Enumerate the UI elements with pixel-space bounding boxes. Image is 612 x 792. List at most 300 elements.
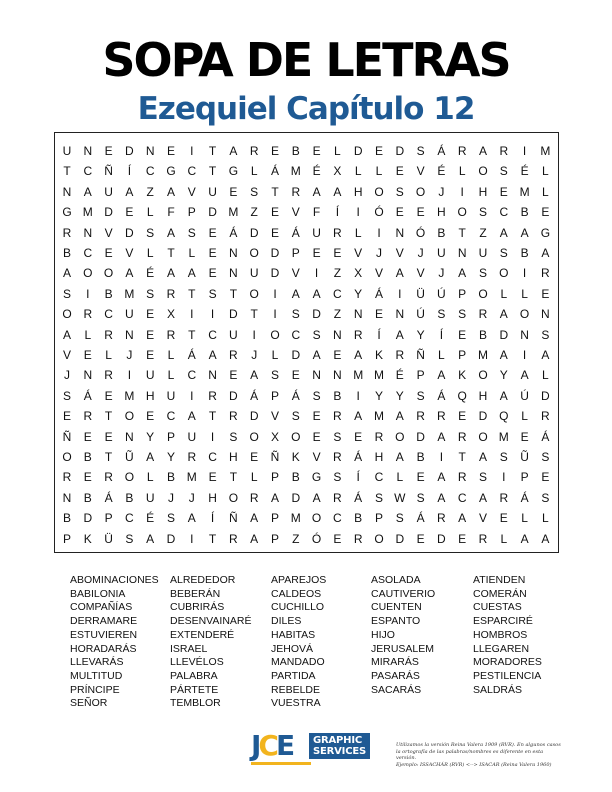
- grid-letter: Y: [499, 368, 508, 383]
- grid-letter: A: [458, 266, 467, 281]
- grid-letter: F: [312, 205, 321, 220]
- grid-letter: A: [166, 184, 175, 199]
- grid-letter: Á: [291, 225, 300, 240]
- grid-letter: M: [290, 164, 301, 179]
- grid-letter: N: [229, 246, 238, 260]
- grid-letter: N: [125, 429, 134, 444]
- grid-letter: N: [353, 307, 363, 322]
- grid-letter: L: [458, 164, 466, 179]
- grid-letter: M: [290, 511, 301, 526]
- word-list-column: [170, 574, 280, 711]
- grid-letter: K: [291, 450, 300, 464]
- grid-letter: E: [458, 531, 467, 546]
- grid-letter: I: [273, 307, 277, 322]
- grid-letter: I: [190, 388, 194, 403]
- grid-letter: Á: [354, 490, 363, 505]
- grid-letter: G: [166, 164, 176, 179]
- word-list-column: [271, 574, 381, 711]
- grid-letter: Y: [146, 429, 155, 444]
- grid-letter: E: [458, 327, 467, 342]
- grid-letter: P: [270, 531, 279, 546]
- grid-letter: E: [499, 511, 508, 526]
- grid-letter: R: [166, 286, 176, 301]
- grid-letter: E: [229, 184, 238, 199]
- grid-letter: D: [395, 144, 405, 158]
- grid-letter: V: [187, 184, 196, 199]
- grid-letter: B: [62, 246, 71, 260]
- grid-letter: S: [541, 327, 550, 342]
- grid-letter: F: [167, 205, 175, 220]
- grid-letter: Ñ: [104, 164, 113, 179]
- grid-letter: S: [333, 429, 342, 444]
- word-list-item: ESTUVIEREN: [70, 628, 138, 641]
- grid-letter: L: [354, 164, 362, 179]
- word-list-item: HIJO: [371, 628, 395, 641]
- grid-letter: R: [374, 429, 384, 444]
- grid-letter: A: [125, 184, 134, 199]
- grid-letter: A: [354, 409, 363, 424]
- grid-letter: D: [270, 246, 280, 260]
- grid-letter: K: [83, 531, 92, 546]
- grid-letter: Á: [229, 225, 238, 240]
- grid-letter: M: [478, 348, 488, 362]
- grid-letter: Á: [374, 286, 383, 301]
- grid-letter: L: [250, 164, 258, 179]
- word-list-item: HABITAS: [271, 628, 316, 641]
- grid-letter: R: [353, 531, 363, 546]
- grid-row: [55, 285, 558, 304]
- grid-letter: A: [250, 368, 259, 383]
- grid-row: [55, 468, 558, 487]
- grid-letter: S: [458, 307, 467, 322]
- grid-letter: T: [229, 470, 238, 485]
- grid-letter: E: [146, 348, 155, 362]
- grid-letter: X: [333, 164, 342, 179]
- grid-letter: S: [291, 409, 300, 424]
- grid-letter: R: [104, 327, 113, 342]
- grid-letter: O: [457, 205, 467, 220]
- grid-letter: E: [416, 531, 425, 546]
- grid-letter: X: [166, 307, 175, 322]
- grid-letter: D: [229, 307, 238, 322]
- grid-letter: G: [540, 225, 551, 240]
- grid-letter: D: [291, 348, 301, 362]
- grid-letter: A: [437, 490, 446, 505]
- grid-letter: S: [478, 470, 487, 485]
- grid-letter: I: [273, 286, 277, 301]
- grid-letter: T: [250, 307, 258, 322]
- word-list-item: COMERÁN: [473, 587, 527, 600]
- word-list-item: MANDADO: [271, 656, 325, 669]
- grid-letter: J: [376, 246, 382, 260]
- word-list-column: [371, 574, 481, 697]
- grid-letter: P: [291, 246, 300, 260]
- grid-letter: J: [188, 490, 195, 505]
- grid-row: [55, 407, 558, 426]
- grid-letter: V: [62, 348, 71, 362]
- grid-letter: J: [417, 246, 424, 260]
- grid-letter: Ú: [437, 286, 446, 301]
- grid-letter: P: [374, 511, 383, 526]
- grid-letter: E: [520, 429, 529, 444]
- grid-letter: E: [416, 470, 425, 485]
- grid-letter: R: [437, 511, 446, 526]
- word-list-item: CUBRIRÁS: [170, 601, 225, 614]
- grid-letter: A: [208, 348, 217, 362]
- grid-letter: A: [499, 348, 508, 362]
- logo-line-graphic: GRAPHIC: [313, 735, 363, 746]
- grid-letter: E: [354, 429, 363, 444]
- grid-letter: V: [291, 205, 300, 220]
- grid-letter: E: [104, 144, 113, 158]
- grid-letter: N: [457, 246, 467, 260]
- grid-letter: E: [208, 225, 217, 240]
- grid-letter: I: [522, 144, 527, 158]
- grid-letter: A: [499, 225, 508, 240]
- grid-letter: I: [356, 388, 360, 403]
- word-list-item: ALREDEDOR: [170, 574, 236, 586]
- grid-letter: C: [145, 164, 155, 179]
- grid-letter: I: [502, 470, 506, 485]
- grid-letter: P: [416, 368, 425, 383]
- grid-letter: H: [437, 205, 446, 220]
- grid-letter: P: [270, 470, 279, 485]
- logo-letter-c: C: [258, 729, 276, 762]
- grid-letter: J: [438, 266, 445, 281]
- note-line-1: Utilizamos la versión Reina Valera 1909 (RVR). En algunos casos: [396, 742, 561, 748]
- grid-letter: O: [291, 429, 301, 444]
- grid-letter: A: [520, 531, 529, 546]
- grid-letter: Ú: [520, 388, 529, 403]
- grid-letter: L: [105, 348, 112, 362]
- grid-letter: O: [124, 409, 135, 424]
- word-list-item: CUENTEN: [371, 601, 422, 614]
- grid-letter: E: [208, 266, 217, 281]
- grid-letter: R: [291, 184, 301, 199]
- grid-letter: L: [542, 164, 549, 179]
- grid-letter: G: [311, 470, 322, 485]
- grid-letter: I: [460, 184, 464, 199]
- grid-letter: R: [499, 144, 509, 158]
- grid-letter: D: [437, 531, 446, 546]
- grid-letter: E: [270, 225, 279, 240]
- grid-letter: A: [250, 531, 259, 546]
- grid-letter: U: [145, 368, 155, 383]
- grid-letter: E: [395, 164, 404, 179]
- word-list-item: CALDEOS: [271, 587, 322, 600]
- grid-letter: Ñ: [270, 450, 280, 464]
- grid-letter: Y: [374, 388, 383, 403]
- grid-letter: B: [291, 470, 300, 485]
- grid-letter: D: [416, 429, 425, 444]
- grid-letter: A: [146, 450, 155, 464]
- word-list-item: ATIENDEN: [473, 574, 526, 586]
- grid-letter: A: [541, 246, 550, 260]
- grid-letter: P: [187, 205, 196, 220]
- grid-letter: B: [333, 388, 342, 403]
- grid-letter: Z: [292, 531, 300, 546]
- grid-letter: E: [250, 450, 259, 464]
- grid-letter: S: [541, 450, 550, 464]
- grid-letter: Ü: [416, 286, 425, 301]
- grid-letter: I: [210, 307, 215, 322]
- grid-letter: R: [333, 490, 342, 505]
- grid-letter: U: [478, 246, 488, 260]
- grid-letter: É: [520, 164, 529, 179]
- grid-letter: B: [104, 286, 113, 301]
- grid-letter: O: [499, 266, 509, 281]
- grid-letter: Í: [377, 327, 381, 342]
- grid-letter: D: [291, 490, 301, 505]
- grid-letter: Z: [479, 225, 487, 240]
- grid-letter: A: [125, 266, 134, 281]
- grid-letter: T: [208, 409, 217, 424]
- grid-letter: E: [125, 205, 134, 220]
- grid-letter: L: [250, 470, 258, 485]
- grid-letter: T: [188, 327, 196, 342]
- grid-letter: Á: [291, 388, 300, 403]
- grid-letter: C: [291, 327, 301, 342]
- grid-letter: I: [86, 286, 90, 301]
- grid-row: [55, 264, 558, 283]
- grid-letter: N: [208, 368, 217, 383]
- grid-letter: L: [438, 348, 445, 362]
- grid-letter: B: [520, 205, 529, 220]
- grid-letter: O: [519, 307, 530, 322]
- grid-letter: S: [395, 184, 404, 199]
- grid-letter: U: [187, 429, 197, 444]
- grid-letter: T: [458, 225, 466, 240]
- grid-letter: O: [395, 429, 405, 444]
- word-list-item: PASARÁS: [371, 669, 420, 682]
- grid-letter: L: [521, 511, 528, 526]
- grid-letter: V: [125, 246, 134, 260]
- grid-letter: B: [166, 470, 175, 485]
- note-line-2: la ortografía de las palabras/nombres es diferente en esta versión.: [396, 748, 544, 762]
- grid-letter: E: [146, 327, 155, 342]
- grid-letter: E: [62, 409, 71, 424]
- word-list-item: ESPANTO: [371, 615, 421, 628]
- grid-letter: E: [146, 307, 155, 322]
- word-list-item: MORADORES: [473, 656, 542, 669]
- grid-letter: S: [62, 286, 71, 301]
- grid-letter: N: [62, 490, 72, 505]
- grid-letter: C: [166, 409, 176, 424]
- grid-letter: S: [250, 184, 259, 199]
- word-list-item: JERUSALEM: [371, 642, 435, 655]
- grid-letter: U: [104, 184, 113, 199]
- word-list-column: [473, 574, 583, 697]
- grid-letter: E: [104, 429, 113, 444]
- grid-letter: B: [354, 511, 363, 526]
- grid-letter: N: [62, 184, 72, 199]
- grid-letter: Z: [333, 266, 342, 281]
- grid-letter: É: [312, 164, 321, 179]
- grid-letter: O: [374, 184, 384, 199]
- grid-letter: L: [521, 286, 528, 301]
- grid-letter: E: [166, 144, 175, 158]
- word-list-item: ASOLADA: [371, 574, 421, 586]
- grid-letter: D: [249, 225, 259, 240]
- grid-letter: C: [83, 164, 93, 179]
- grid-letter: V: [312, 450, 321, 464]
- grid-letter: A: [520, 368, 529, 383]
- grid-letter: A: [250, 511, 259, 526]
- grid-letter: L: [146, 205, 154, 220]
- grid-letter: O: [62, 450, 72, 464]
- grid-letter: C: [457, 490, 467, 505]
- grid-letter: I: [190, 531, 194, 546]
- grid-letter: X: [270, 429, 279, 444]
- grid-letter: T: [208, 144, 217, 158]
- grid-letter: E: [541, 286, 550, 301]
- grid-letter: E: [270, 144, 279, 158]
- grid-letter: Á: [104, 490, 113, 505]
- grid-letter: N: [333, 327, 342, 342]
- grid-letter: S: [374, 490, 383, 505]
- grid-letter: R: [437, 409, 446, 424]
- grid-letter: A: [478, 144, 487, 158]
- grid-letter: M: [353, 368, 364, 383]
- grid-letter: J: [64, 368, 70, 383]
- grid-row: [55, 428, 558, 447]
- grid-row: [55, 203, 558, 222]
- grid-letter: Á: [250, 388, 259, 403]
- word-list-item: DESENVAINARÉ: [170, 615, 252, 628]
- word-list-item: COMPAÑÍAS: [70, 601, 133, 614]
- grid-letter: T: [104, 450, 113, 464]
- grid-letter: H: [208, 490, 217, 505]
- word-list-column: [70, 574, 180, 711]
- grid-row: [55, 346, 558, 365]
- word-list-item: JEHOVÁ: [271, 642, 314, 655]
- grid-letter: T: [208, 164, 217, 179]
- grid-letter: S: [312, 327, 321, 342]
- word-list-item: EXTENDERÉ: [170, 628, 235, 641]
- word-list-item: PALABRA: [170, 669, 218, 682]
- grid-row: [55, 448, 558, 467]
- grid-letter: O: [374, 531, 384, 546]
- grid-letter: N: [395, 225, 405, 240]
- grid-letter: C: [187, 164, 197, 179]
- grid-letter: O: [228, 490, 239, 505]
- grid-letter: M: [124, 286, 135, 301]
- word-list: [70, 574, 570, 714]
- grid-letter: A: [437, 429, 446, 444]
- grid-letter: O: [249, 286, 259, 301]
- grid-letter: N: [83, 368, 93, 383]
- word-list-item: LLEGAREN: [473, 642, 530, 655]
- grid-letter: S: [312, 388, 321, 403]
- grid-letter: E: [208, 246, 217, 260]
- grid-letter: A: [187, 409, 196, 424]
- grid-letter: Z: [146, 184, 154, 199]
- grid-letter: M: [186, 470, 197, 485]
- grid-letter: E: [333, 246, 342, 260]
- grid-row: [55, 183, 558, 202]
- grid-letter: J: [438, 184, 445, 199]
- grid-letter: M: [82, 205, 93, 220]
- grid-letter: I: [127, 368, 132, 383]
- grid-letter: Á: [437, 388, 446, 403]
- grid-letter: S: [499, 164, 508, 179]
- word-list-item: MULTITUD: [70, 669, 123, 682]
- logo-wordmark: [309, 733, 370, 759]
- grid-letter: G: [228, 164, 239, 179]
- word-list-item: PÁRTETE: [170, 683, 219, 696]
- grid-letter: S: [333, 470, 342, 485]
- grid-letter: D: [395, 531, 405, 546]
- grid-letter: V: [478, 511, 487, 526]
- grid-letter: V: [416, 266, 425, 281]
- grid-letter: U: [208, 184, 217, 199]
- grid-letter: E: [499, 184, 508, 199]
- grid-letter: A: [478, 490, 487, 505]
- grid-letter: L: [500, 286, 508, 301]
- grid-row: [55, 326, 558, 345]
- grid-letter: P: [270, 511, 279, 526]
- grid-letter: U: [229, 327, 238, 342]
- grid-letter: S: [395, 511, 404, 526]
- grid-letter: R: [83, 307, 93, 322]
- grid-letter: U: [312, 225, 321, 240]
- grid-letter: B: [62, 511, 71, 526]
- grid-letter: E: [83, 429, 92, 444]
- word-list-item: MIRARÁS: [371, 656, 419, 669]
- grid-row: [55, 162, 558, 181]
- grid-letter: T: [208, 531, 217, 546]
- grid-letter: R: [416, 409, 425, 424]
- grid-letter: C: [125, 511, 134, 526]
- grid-letter: V: [354, 246, 363, 260]
- grid-letter: O: [103, 266, 114, 281]
- grid-letter: N: [333, 368, 342, 383]
- grid-letter: I: [356, 205, 360, 220]
- grid-letter: D: [478, 409, 488, 424]
- grid-letter: D: [229, 388, 238, 403]
- grid-letter: N: [83, 225, 93, 240]
- grid-letter: Í: [335, 205, 340, 220]
- grid-letter: A: [187, 266, 196, 281]
- grid-letter: U: [125, 307, 134, 322]
- grid-letter: R: [229, 409, 238, 424]
- logo-letter-j: J: [251, 729, 259, 762]
- grid-letter: C: [208, 327, 217, 342]
- grid-letter: S: [229, 429, 238, 444]
- grid-letter: E: [458, 409, 467, 424]
- grid-letter: Á: [437, 144, 446, 158]
- grid-letter: R: [229, 348, 238, 362]
- grid-letter: S: [270, 368, 279, 383]
- grid-letter: R: [62, 225, 72, 240]
- grid-letter: L: [84, 327, 92, 342]
- word-list-item: LLEVÉLOS: [170, 656, 224, 669]
- grid-row: [55, 489, 558, 508]
- grid-letter: E: [374, 307, 383, 322]
- grid-letter: E: [541, 205, 550, 220]
- grid-letter: O: [478, 286, 488, 301]
- grid-letter: S: [541, 490, 550, 505]
- grid-letter: A: [333, 184, 342, 199]
- grid-letter: S: [499, 450, 508, 464]
- grid-letter: D: [83, 511, 93, 526]
- grid-letter: I: [210, 429, 215, 444]
- grid-letter: E: [291, 368, 300, 383]
- grid-letter: A: [395, 409, 404, 424]
- word-list-item: CUCHILLO: [271, 601, 325, 614]
- grid-letter: E: [541, 470, 550, 485]
- grid-letter: C: [83, 246, 93, 260]
